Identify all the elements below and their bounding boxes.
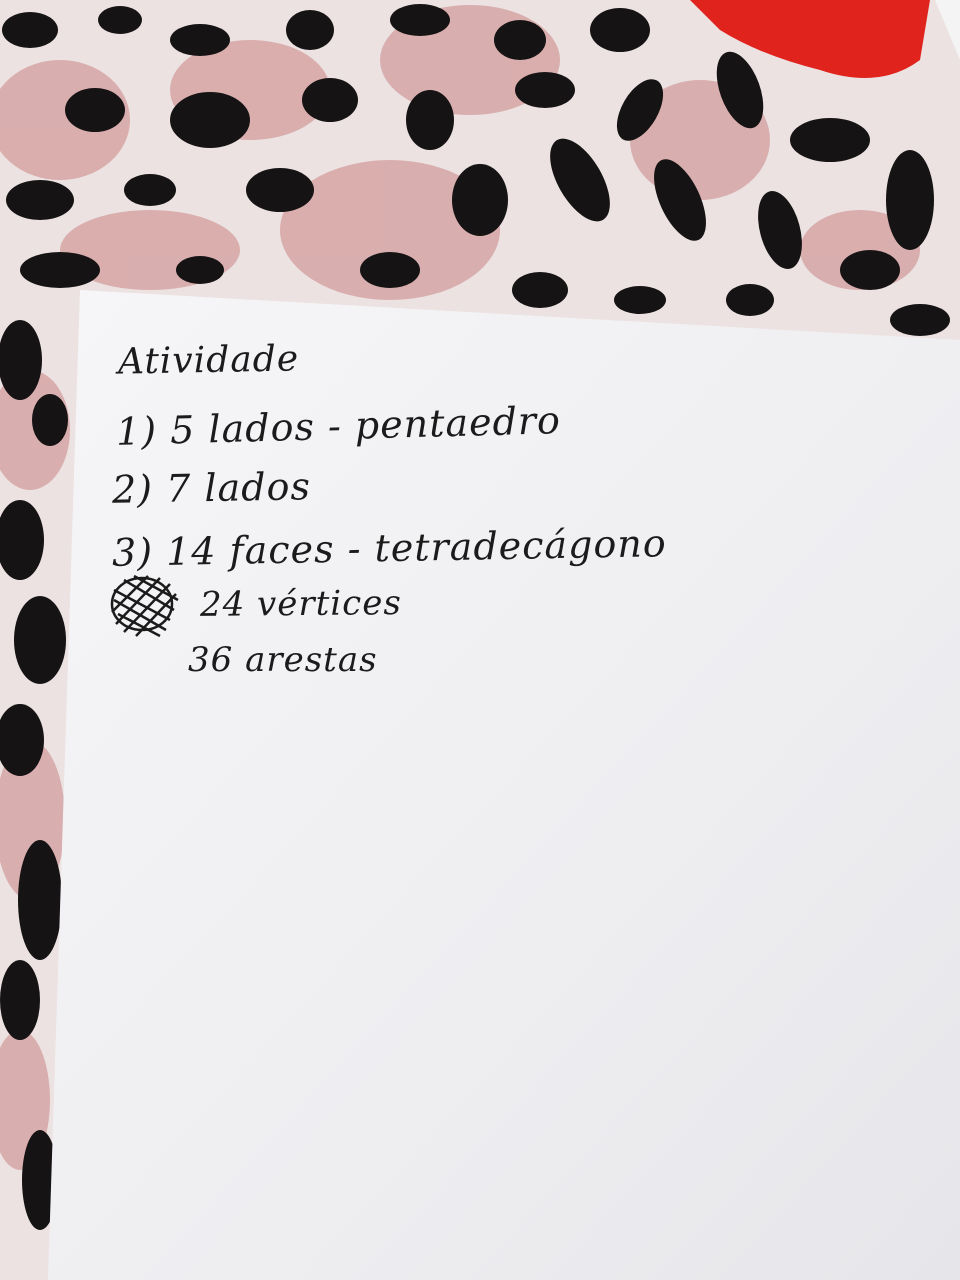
handwritten-title: Atividade xyxy=(117,338,300,383)
crossed-out-scribble xyxy=(104,570,184,640)
handwritten-answer-3: 3) 14 faces - tetradecágono xyxy=(111,521,668,575)
handwritten-answer-2: 2) 7 lados xyxy=(111,464,312,512)
handwritten-answer-1: 1) 5 lados - pentaedro xyxy=(115,398,562,454)
handwritten-vertices: 24 vértices xyxy=(199,583,402,625)
handwritten-edges: 36 arestas xyxy=(188,640,378,680)
